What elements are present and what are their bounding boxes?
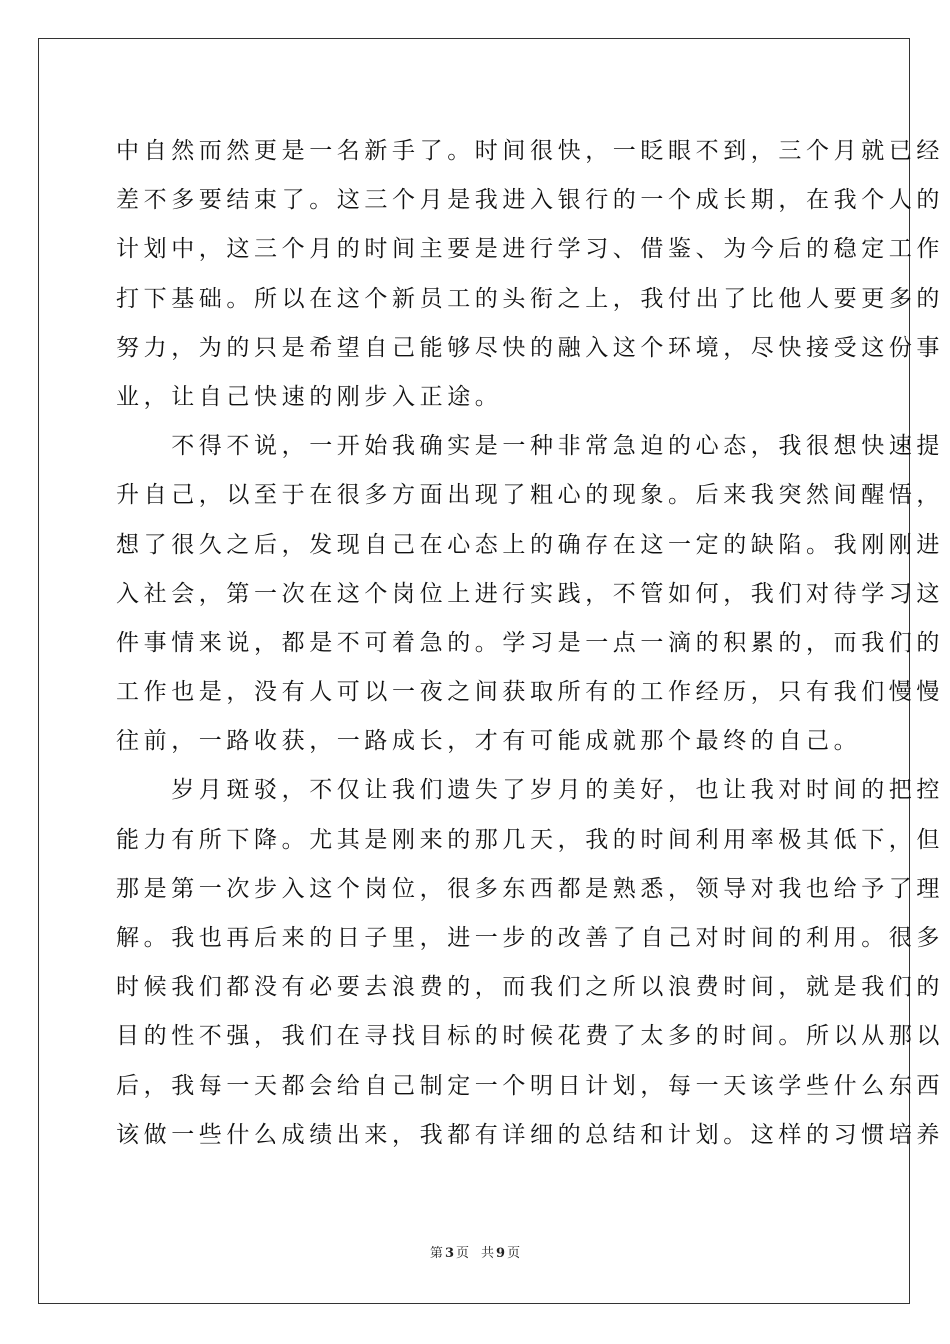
text-line: 目的性不强，我们在寻找目标的时候花费了太多的时间。所以从那以 [116,1023,944,1050]
text-line: 该做一些什么成绩出来，我都有详细的总结和计划。这样的习惯培养 [116,1121,944,1148]
text-line: 业，让自己快速的刚步入正途。 [116,383,503,410]
text-line: 计划中，这三个月的时间主要是进行学习、借鉴、为今后的稳定工作 [116,236,944,263]
text-line: 能力有所下降。尤其是刚来的那几天，我的时间利用率极其低下，但 [116,826,944,853]
text-line: 升自己，以至于在很多方面出现了粗心的现象。后来我突然间醒悟， [116,482,944,509]
current-page-number: 3 [444,1246,454,1261]
text-line: 不得不说，一开始我确实是一种非常急迫的心态，我很想快速提 [116,433,944,460]
text-line: 后，我每一天都会给自己制定一个明日计划，每一天该学些什么东西 [116,1072,944,1099]
text-line: 时候我们都没有必要去浪费的，而我们之所以浪费时间，就是我们的 [116,974,944,1001]
text-line: 解。我也再后来的日子里，进一步的改善了自己对时间的利用。很多 [116,925,944,951]
text-line: 工作也是，没有人可以一夜之间获取所有的工作经历，只有我们慢慢 [116,679,944,706]
text-line: 岁月斑驳，不仅让我们遗失了岁月的美好，也让我对时间的把控 [116,777,944,804]
total-page-number: 9 [496,1246,506,1261]
text-line: 中自然而然更是一名新手了。时间很快，一眨眼不到，三个月就已经 [116,138,944,164]
page-prefix: 第 [429,1246,443,1261]
text-line: 想了很久之后，发现自己在心态上的确存在这一定的缺陷。我刚刚进 [116,531,944,558]
text-line: 努力，为的只是希望自己能够尽快的融入这个环境，尽快接受这份事 [116,334,944,361]
text-line: 入社会，第一次在这个岗位上进行实践，不管如何，我们对待学习这 [116,580,944,607]
page-suffix: 页 [455,1246,469,1261]
text-line: 件事情来说，都是不可着急的。学习是一点一滴的积累的，而我们的 [116,629,944,656]
text-line: 差不多要结束了。这三个月是我进入银行的一个成长期，在我个人的 [116,187,944,214]
text-line: 往前，一路收获，一路成长，才有可能成就那个最终的自己。 [116,728,862,755]
page-footer [0,1242,950,1261]
total-prefix: 共 [481,1246,495,1261]
document-body [116,127,944,1160]
text-line: 打下基础。所以在这个新员工的头衔之上，我付出了比他人要更多的 [116,285,944,312]
total-suffix: 页 [507,1246,521,1261]
text-line: 那是第一次步入这个岗位，很多东西都是熟悉，领导对我也给予了理 [116,875,944,902]
